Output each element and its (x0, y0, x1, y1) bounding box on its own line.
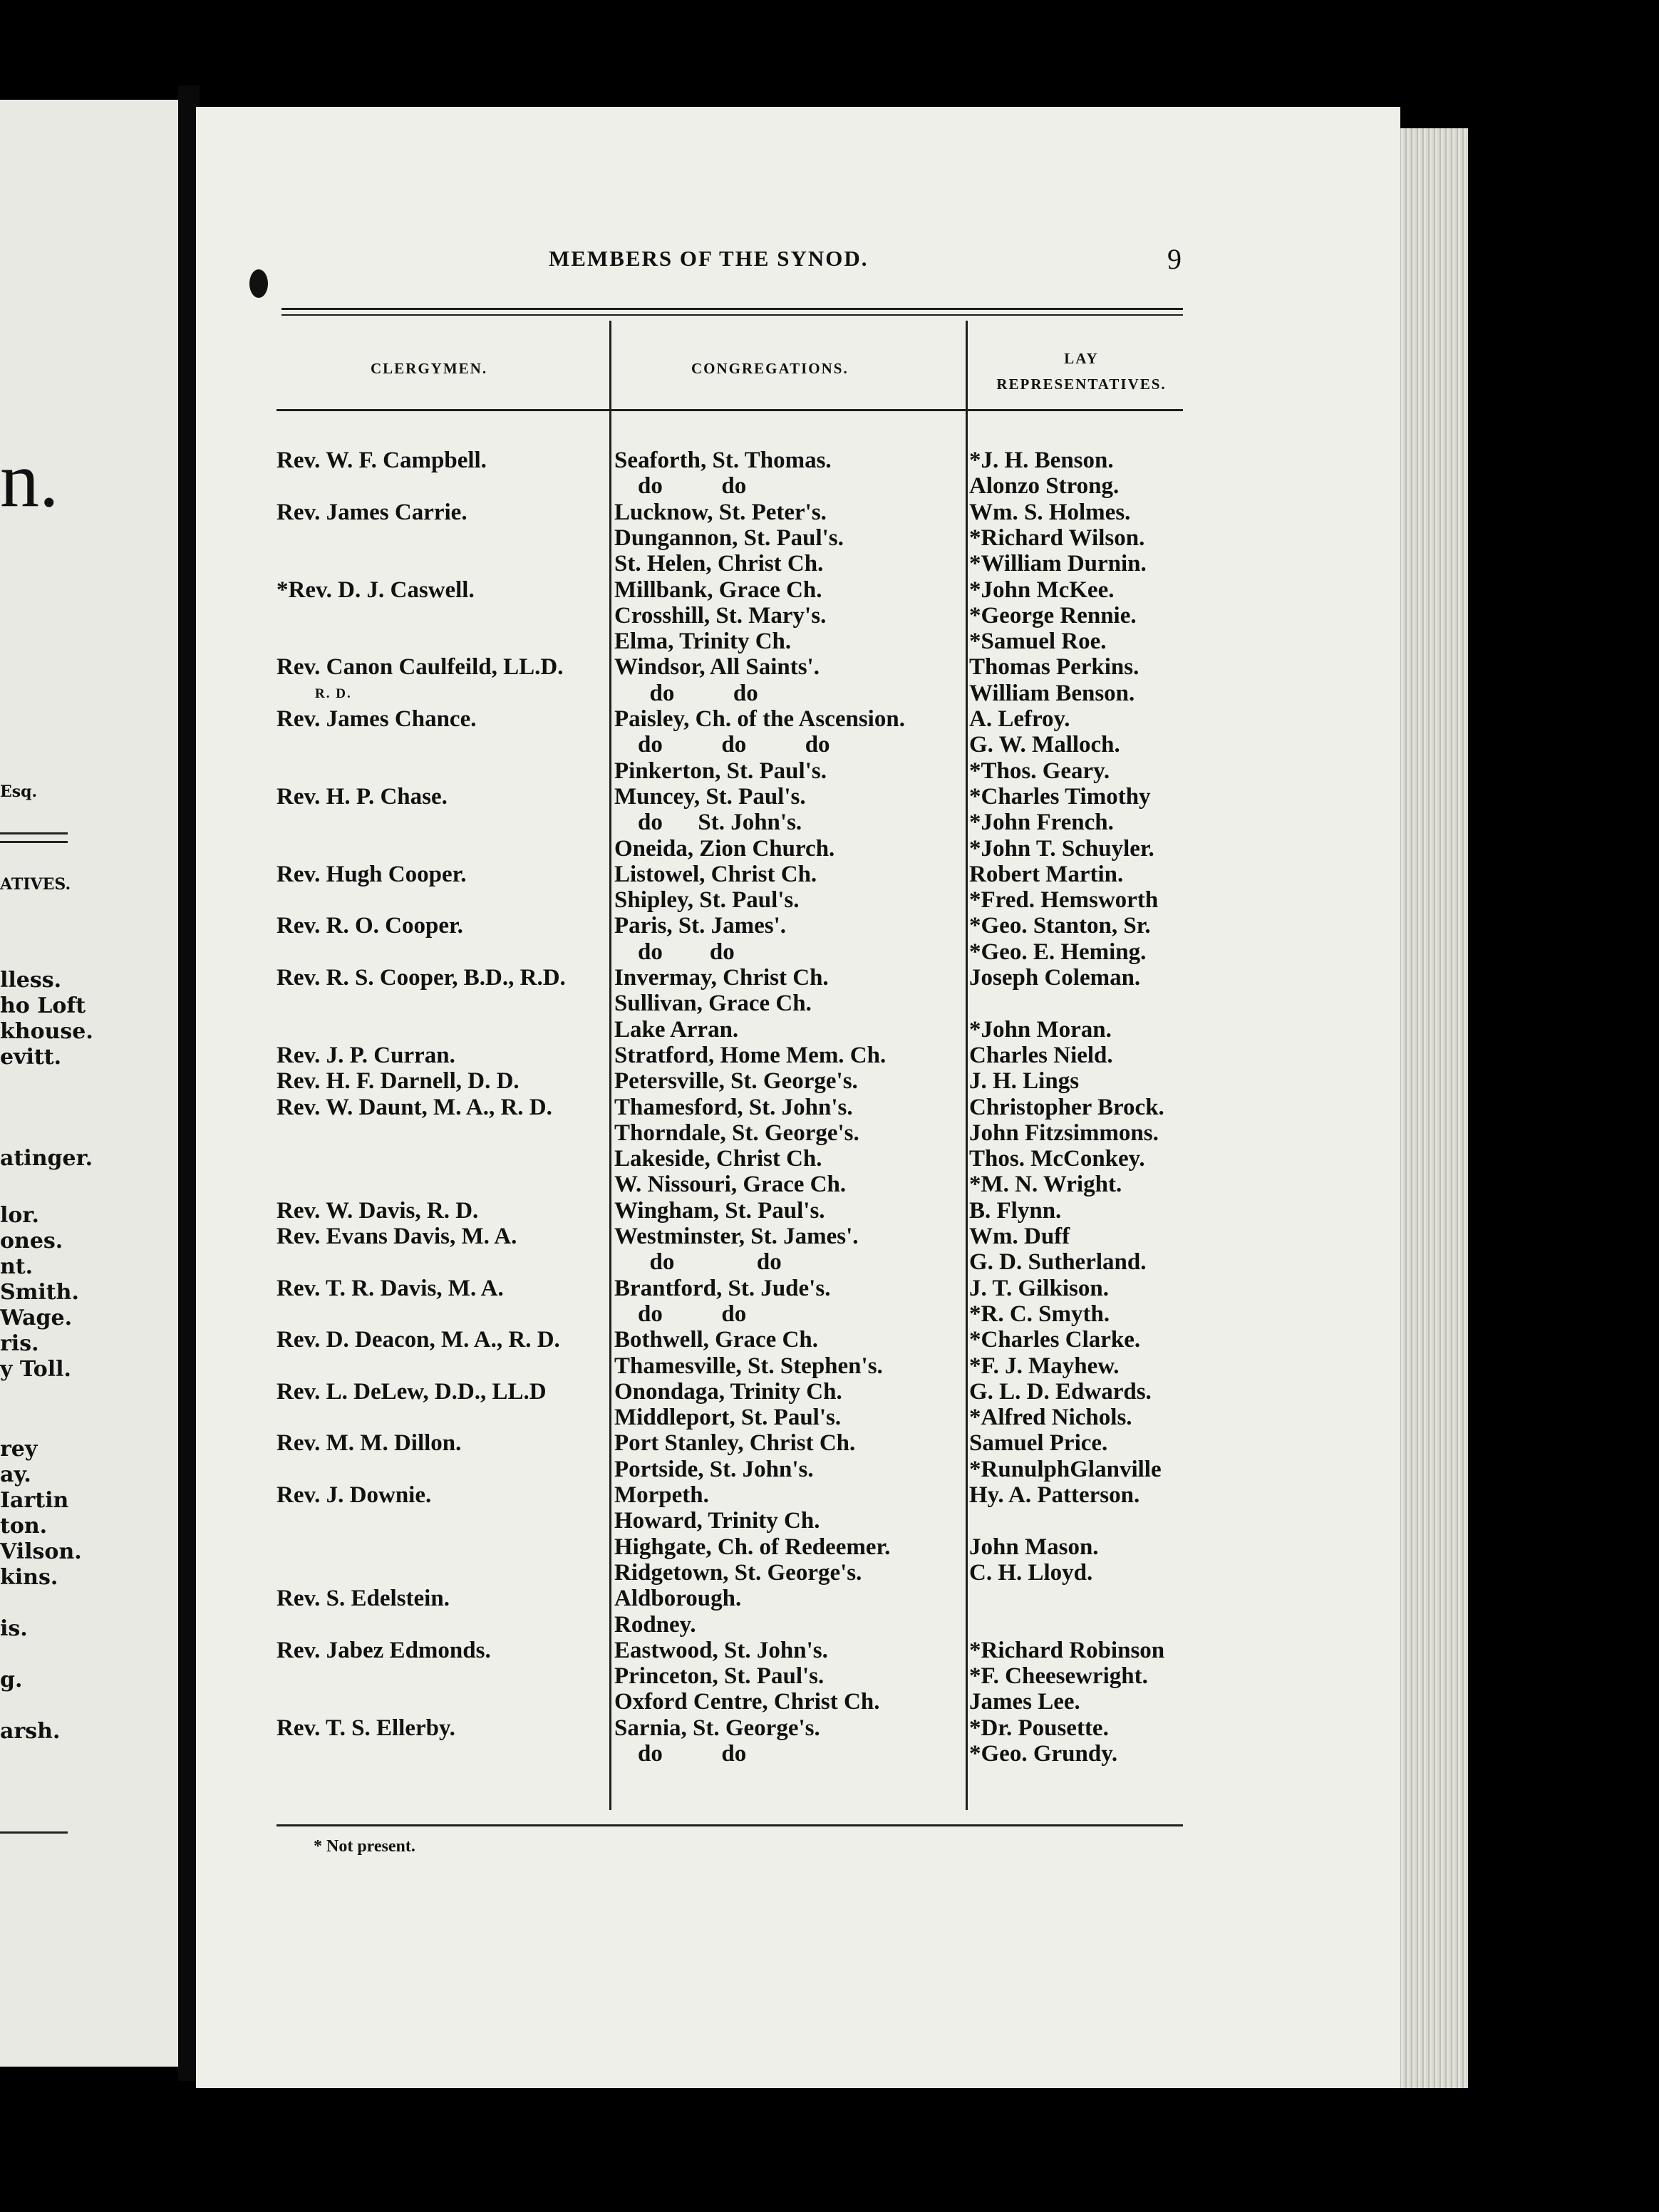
lay-representative-name: Wm. Duff (969, 1224, 1070, 1249)
left-page-text-fragment: evitt. (0, 1045, 62, 1070)
clergyman-name: Rev. Jabez Edmonds. (276, 1638, 491, 1663)
lay-representative-name (969, 1586, 1190, 1612)
lay-representative-name: *George Rennie. (969, 603, 1137, 629)
lay-representative-name: Thomas Perkins. (969, 654, 1139, 680)
clergyman-name: Rev. Hugh Cooper. (276, 862, 467, 887)
congregation-name: Thamesville, St. Stephen's. (614, 1353, 883, 1379)
lay-representative-name: Thos. McConkey. (969, 1146, 1145, 1172)
congregation-name: Millbank, Grace Ch. (614, 577, 822, 603)
column-header-congregations: CONGREGATIONS. (691, 360, 849, 377)
clergyman-name: *Rev. D. J. Caswell. (276, 577, 475, 603)
congregation-name: Dungannon, St. Paul's. (614, 525, 844, 551)
clergyman-name: Rev. R. O. Cooper. (276, 913, 463, 939)
congregation-name: Rodney. (614, 1612, 696, 1638)
lay-representative-name: Alonzo Strong. (969, 473, 1120, 499)
lay-representative-name: *F. J. Mayhew. (969, 1353, 1120, 1379)
clergyman-name: Rev. Evans Davis, M. A. (276, 1224, 517, 1249)
lay-representative-name: *Charles Timothy (969, 784, 1151, 810)
lay-representative-name: *John McKee. (969, 577, 1115, 603)
congregation-name: Petersville, St. George's. (614, 1068, 858, 1094)
clergyman-name: Rev. W. Davis, R. D. (276, 1198, 479, 1224)
lay-representative-name: *Charles Clarke. (969, 1327, 1141, 1353)
lay-representative-name: Joseph Coleman. (969, 965, 1141, 991)
clergyman-name: Rev. M. M. Dillon. (276, 1430, 462, 1456)
left-page-text-fragment: is. (0, 1616, 28, 1641)
clergyman-name (276, 1172, 608, 1198)
congregation-name: Paris, St. James'. (614, 913, 787, 939)
congregation-name: Princeton, St. Paul's. (614, 1663, 825, 1689)
congregation-name: Lakeside, Christ Ch. (614, 1146, 822, 1172)
clergyman-name (276, 1120, 608, 1147)
left-page-text-fragment: lless. (0, 968, 62, 993)
clergyman-name: Rev. W. Daunt, M. A., R. D. (276, 1095, 552, 1120)
left-page-text-fragment: Esq. (0, 782, 38, 801)
congregation-name: Oneida, Zion Church. (614, 836, 835, 862)
lay-representative-name (969, 1508, 1190, 1534)
congregation-name: Stratford, Home Mem. Ch. (614, 1043, 887, 1068)
header-rule (281, 308, 1183, 310)
clergyman-name (276, 1560, 608, 1586)
congregation-name: Oxford Centre, Christ Ch. (614, 1689, 880, 1715)
clergyman-name (276, 1017, 608, 1043)
clergyman-name: R. D. (276, 686, 352, 701)
clergyman-name (276, 551, 608, 577)
congregation-name: Bothwell, Grace Ch. (614, 1327, 818, 1353)
lay-representative-name: A. Lefroy. (969, 706, 1070, 732)
left-page-rule (0, 1831, 68, 1834)
congregation-name: do do (614, 1249, 782, 1275)
lay-representative-name: *Geo. E. Heming. (969, 939, 1147, 965)
congregation-name: W. Nissouri, Grace Ch. (614, 1172, 847, 1197)
lay-representative-name: *F. Cheesewright. (969, 1663, 1148, 1689)
clergyman-name: Rev. T. S. Ellerby. (276, 1715, 455, 1741)
left-page-rule (0, 832, 68, 834)
ink-blot (249, 269, 268, 298)
lay-representative-name: B. Flynn. (969, 1198, 1062, 1224)
congregation-name: Port Stanley, Christ Ch. (614, 1430, 856, 1456)
congregation-name: Howard, Trinity Ch. (614, 1508, 820, 1534)
congregation-name: do do (614, 1741, 747, 1767)
lay-representative-name: *Geo. Stanton, Sr. (969, 913, 1151, 939)
lay-representative-name: *John French. (969, 810, 1114, 835)
clergyman-name (276, 1146, 608, 1172)
clergyman-name: Rev. J. Downie. (276, 1482, 432, 1508)
left-page-rule (0, 841, 68, 843)
left-page-text-fragment: Smith. (0, 1280, 79, 1305)
clergyman-name (276, 810, 608, 836)
congregation-name: Sullivan, Grace Ch. (614, 991, 812, 1016)
congregation-name: Shipley, St. Paul's. (614, 887, 800, 913)
left-page-text-fragment: ton. (0, 1514, 48, 1539)
left-page-text-fragment: Vilson. (0, 1539, 82, 1564)
lay-representative-name: *William Durnin. (969, 551, 1147, 577)
lay-representative-name: *RunulphGlanville (969, 1457, 1162, 1482)
lay-representative-name: G. D. Sutherland. (969, 1249, 1147, 1275)
lay-representative-name: William Benson. (969, 681, 1135, 706)
congregation-name: Middleport, St. Paul's. (614, 1405, 842, 1430)
lay-representative-name: John Mason. (969, 1534, 1099, 1560)
lay-representative-name: James Lee. (969, 1689, 1080, 1715)
congregation-name: do do do (614, 732, 830, 758)
lay-representative-name: *Samuel Roe. (969, 629, 1107, 654)
clergyman-name (276, 1534, 608, 1561)
clergyman-name: Rev. S. Edelstein. (276, 1586, 450, 1611)
clergyman-name: Rev. James Chance. (276, 706, 477, 732)
left-page-text-fragment: ho Loft (0, 993, 86, 1018)
lay-representative-name: Hy. A. Patterson. (969, 1482, 1140, 1508)
congregation-name: Highgate, Ch. of Redeemer. (614, 1534, 891, 1560)
clergyman-name: Rev. W. F. Campbell. (276, 448, 487, 473)
congregation-name: Windsor, All Saints'. (614, 654, 820, 680)
clergyman-name (276, 1741, 608, 1767)
lay-representative-name (969, 991, 1190, 1017)
congregation-name: do do (614, 939, 735, 965)
clergyman-name (276, 1405, 608, 1431)
clergyman-name (276, 887, 608, 914)
lay-representative-name: *Fred. Hemsworth (969, 887, 1159, 913)
clergyman-name (276, 1663, 608, 1690)
footnote: * Not present. (314, 1837, 415, 1856)
clergyman-name: Rev. R. S. Cooper, B.D., R.D. (276, 965, 566, 991)
congregation-name: Thamesford, St. John's. (614, 1095, 853, 1120)
left-page-text-fragment: y Toll. (0, 1357, 72, 1382)
lay-representative-name: J. H. Lings (969, 1068, 1080, 1094)
left-page-text-fragment: khouse. (0, 1019, 93, 1044)
clergyman-name: Rev. H. P. Chase. (276, 784, 448, 810)
clergyman-name (276, 473, 608, 500)
lay-representative-name: Christopher Brock. (969, 1095, 1164, 1120)
lay-header-line1: LAY (1064, 350, 1099, 367)
clergyman-name (276, 1612, 608, 1638)
congregation-name: Brantford, St. Jude's. (614, 1276, 831, 1301)
congregation-name: Crosshill, St. Mary's. (614, 603, 827, 629)
left-page-text-fragment: ay. (0, 1462, 31, 1487)
left-page-text-fragment: Wage. (0, 1306, 73, 1330)
left-page-text-fragment: kins. (0, 1565, 58, 1590)
congregation-name: St. Helen, Christ Ch. (614, 551, 824, 577)
lay-representative-name: Wm. S. Holmes. (969, 500, 1131, 525)
column-header-lay-representatives (973, 346, 1190, 397)
congregation-name: Ridgetown, St. George's. (614, 1560, 862, 1586)
clergyman-name (276, 1457, 608, 1483)
congregation-name: Elma, Trinity Ch. (614, 629, 792, 654)
congregation-name: Morpeth. (614, 1482, 709, 1508)
lay-representative-name: Charles Nield. (969, 1043, 1113, 1068)
clergyman-name: Rev. H. F. Darnell, D. D. (276, 1068, 520, 1094)
congregation-name: Listowel, Christ Ch. (614, 862, 817, 887)
lay-representative-name: *J. H. Benson. (969, 448, 1114, 473)
left-page-text-fragment: g. (0, 1668, 23, 1692)
clergyman-name: Rev. L. DeLew, D.D., LL.D (276, 1379, 547, 1405)
lay-representative-name: *Richard Wilson. (969, 525, 1145, 551)
lay-representative-name: *Geo. Grundy. (969, 1741, 1118, 1767)
clergyman-name: Rev. James Carrie. (276, 500, 467, 525)
clergyman-name: Rev. D. Deacon, M. A., R. D. (276, 1327, 560, 1353)
congregation-name: Wingham, St. Paul's. (614, 1198, 825, 1224)
lay-representative-name: *M. N. Wright. (969, 1172, 1122, 1197)
congregation-name: Pinkerton, St. Paul's. (614, 758, 827, 784)
left-page-big-letter: n. (0, 436, 59, 523)
congregation-name: Seaforth, St. Thomas. (614, 448, 832, 473)
clergyman-name (276, 1353, 608, 1380)
congregation-name: do do (614, 473, 747, 499)
clergyman-name (276, 991, 608, 1017)
left-page-fragment (0, 100, 178, 2067)
lay-representative-name: G. L. D. Edwards. (969, 1379, 1152, 1405)
clergyman-name (276, 732, 608, 758)
clergyman-name (276, 525, 608, 552)
left-page-text-fragment: ris. (0, 1331, 39, 1356)
clergyman-name (276, 1689, 608, 1715)
congregation-name: Invermay, Christ Ch. (614, 965, 829, 991)
lay-representative-name: John Fitzsimmons. (969, 1120, 1159, 1146)
lay-representative-name: *John Moran. (969, 1017, 1112, 1043)
lay-representative-name: C. H. Lloyd. (969, 1560, 1093, 1586)
left-page-text-fragment: lor. (0, 1203, 39, 1228)
lay-representative-name: *Alfred Nichols. (969, 1405, 1132, 1430)
congregation-name: Eastwood, St. John's. (614, 1638, 828, 1663)
clergyman-name (276, 1249, 608, 1276)
column-header-rule (276, 409, 1183, 411)
clergyman-name: Rev. T. R. Davis, M. A. (276, 1276, 504, 1301)
clergyman-name (276, 629, 608, 655)
lay-representative-name: Samuel Price. (969, 1430, 1108, 1456)
clergyman-name: Rev. Canon Caulfeild, LL.D. (276, 654, 564, 680)
congregation-name: Lucknow, St. Peter's. (614, 500, 827, 525)
congregation-name: do do (614, 681, 758, 706)
lay-representative-name: *Thos. Geary. (969, 758, 1110, 784)
left-page-text-fragment: atinger. (0, 1146, 93, 1171)
congregation-name: do St. John's. (614, 810, 802, 835)
congregation-name: do do (614, 1301, 747, 1327)
page-number: 9 (1167, 243, 1182, 275)
lay-representative-name: *R. C. Smyth. (969, 1301, 1110, 1327)
clergyman-name (276, 1508, 608, 1534)
left-page-text-fragment: arsh. (0, 1719, 61, 1744)
congregation-name: Paisley, Ch. of the Ascension. (614, 706, 905, 732)
congregation-name: Sarnia, St. George's. (614, 1715, 820, 1741)
running-head: MEMBERS OF THE SYNOD. (549, 246, 869, 271)
congregation-name: Thorndale, St. George's. (614, 1120, 859, 1146)
clergyman-name (276, 603, 608, 629)
lay-representative-name: G. W. Malloch. (969, 732, 1120, 758)
column-header-clergymen: CLERGYMEN. (371, 360, 488, 377)
lay-representative-name: Robert Martin. (969, 862, 1124, 887)
lay-representative-name: *Richard Robinson (969, 1638, 1165, 1663)
lay-representative-name: *Dr. Pousette. (969, 1715, 1109, 1741)
left-page-text-fragment: ATIVES. (0, 875, 71, 894)
left-page-text-fragment: nt. (0, 1254, 33, 1279)
table-bottom-rule (276, 1824, 1183, 1826)
clergyman-name (276, 939, 608, 966)
congregation-name: Portside, St. John's. (614, 1457, 814, 1482)
clergyman-name (276, 1301, 608, 1328)
congregation-name: Muncey, St. Paul's. (614, 784, 806, 810)
left-page-text-fragment: rey (0, 1437, 38, 1462)
lay-header-line2: REPRESENTATIVES. (996, 376, 1167, 393)
lay-representative-name: *John T. Schuyler. (969, 836, 1154, 862)
clergyman-name (276, 836, 608, 862)
lay-representative-name (969, 1612, 1190, 1638)
congregation-name: Lake Arran. (614, 1017, 739, 1043)
congregation-name: Aldborough. (614, 1586, 742, 1611)
lay-representative-name: J. T. Gilkison. (969, 1276, 1109, 1301)
left-page-text-fragment: ones. (0, 1229, 63, 1254)
column-divider-left (609, 321, 611, 1810)
left-page-text-fragment: Iartin (0, 1488, 69, 1513)
congregation-name: Onondaga, Trinity Ch. (614, 1379, 842, 1405)
clergyman-name: Rev. J. P. Curran. (276, 1043, 455, 1068)
clergyman-name (276, 758, 608, 785)
header-rule-thin (281, 314, 1183, 316)
congregation-name: Westminster, St. James'. (614, 1224, 859, 1249)
